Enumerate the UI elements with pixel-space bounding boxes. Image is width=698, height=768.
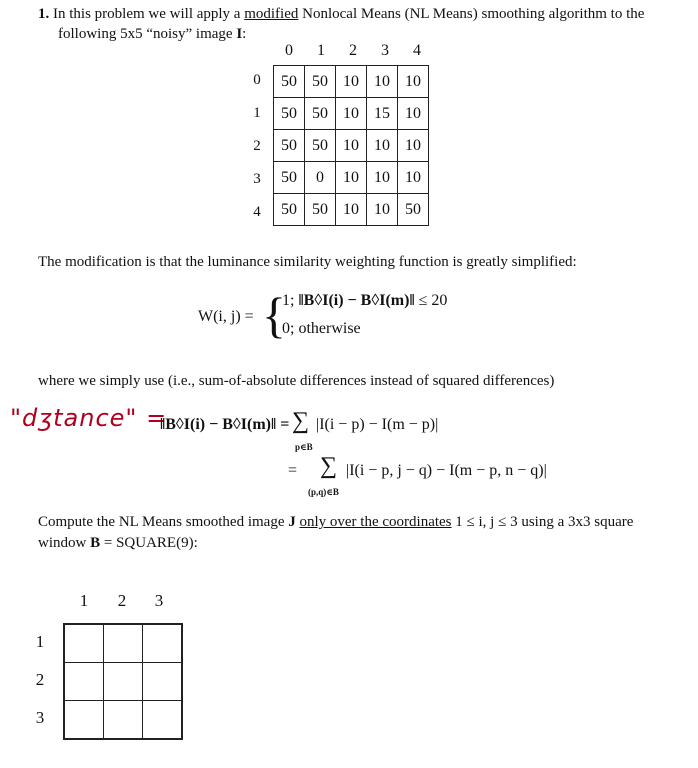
weight-fn-case2: 0; otherwise xyxy=(282,320,361,337)
j-row-header: 1 xyxy=(35,632,45,651)
weight-fn-case1: 1; ‖B◊I(i) − B◊I(m)‖ ≤ 20 xyxy=(282,292,448,309)
table-row xyxy=(64,701,182,740)
problem-intro-line1: 1. In this problem we will apply a modified Nonlocal Means (NL Means) smoothing algorithm to the xyxy=(38,6,645,22)
compute-line2: window B = SQUARE(9): xyxy=(38,535,198,551)
answer-cell[interactable] xyxy=(64,624,104,663)
grid-cell: 50 xyxy=(274,194,305,226)
i-col-header: 4 xyxy=(413,42,421,59)
grid-cell: 50 xyxy=(305,98,336,130)
answer-cell[interactable] xyxy=(143,663,183,701)
i-col-header: 0 xyxy=(285,42,293,59)
table-row xyxy=(274,66,429,98)
i-col-header: 1 xyxy=(317,42,325,59)
table-row xyxy=(274,130,429,162)
answer-cell[interactable] xyxy=(64,701,104,740)
table-row xyxy=(274,194,429,226)
grid-cell: 10 xyxy=(367,162,398,194)
distance-rhs2: |I(i − p, j − q) − I(m − p, n − q)| xyxy=(346,462,547,479)
distance-rhs1: |I(i − p) − I(m − p)| xyxy=(316,416,439,433)
i-col-header: 2 xyxy=(349,42,357,59)
image-j-answer-grid xyxy=(63,623,183,740)
i-row-header: 0 xyxy=(253,72,261,88)
j-col-header: 3 xyxy=(154,591,164,610)
j-row-header: 2 xyxy=(35,670,45,689)
grid-cell: 10 xyxy=(336,130,367,162)
handwritten-distance-annotation: "dʒtance" = xyxy=(10,404,168,432)
grid-cell: 10 xyxy=(336,98,367,130)
j-row-header: 3 xyxy=(35,708,45,727)
grid-cell: 50 xyxy=(305,130,336,162)
i-row-header: 1 xyxy=(253,105,261,121)
sum2-subscript: (p,q)∈B xyxy=(308,487,339,497)
answer-cell[interactable] xyxy=(104,624,143,663)
grid-cell: 10 xyxy=(398,66,429,98)
grid-cell: 50 xyxy=(274,66,305,98)
weight-fn-lhs: W(i, j) = xyxy=(198,308,254,325)
modification-text: The modification is that the luminance similarity weighting function is greatly simplified: xyxy=(38,254,577,270)
problem-number: 1. xyxy=(38,6,50,22)
image-i-grid xyxy=(273,65,429,226)
i-row-header: 2 xyxy=(253,138,261,154)
modified-word: modified xyxy=(244,6,299,22)
left-brace-icon: { xyxy=(262,287,286,343)
answer-cell[interactable] xyxy=(64,663,104,701)
answer-cell[interactable] xyxy=(143,701,183,740)
grid-cell: 50 xyxy=(305,66,336,98)
distance-eq2: = xyxy=(288,462,298,479)
sum-icon: ∑ xyxy=(320,453,338,479)
compute-line1: Compute the NL Means smoothed image J only over the coordinates 1 ≤ i, j ≤ 3 using a 3x3 square xyxy=(38,514,634,530)
table-row xyxy=(64,663,182,701)
table-row xyxy=(274,98,429,130)
grid-cell: 15 xyxy=(367,98,398,130)
table-row xyxy=(64,624,182,663)
grid-cell: 50 xyxy=(274,162,305,194)
grid-cell: 10 xyxy=(367,194,398,226)
grid-cell: 10 xyxy=(398,162,429,194)
grid-cell: 10 xyxy=(336,66,367,98)
grid-cell: 10 xyxy=(336,194,367,226)
sum-icon: ∑ xyxy=(292,408,310,434)
j-col-header: 2 xyxy=(117,591,127,610)
grid-cell: 10 xyxy=(367,130,398,162)
grid-cell: 10 xyxy=(336,162,367,194)
grid-cell: 50 xyxy=(274,98,305,130)
problem-intro-line2: following 5x5 “noisy” image I: xyxy=(58,26,247,42)
answer-cell[interactable] xyxy=(104,701,143,740)
i-row-header: 4 xyxy=(253,204,261,220)
distance-lhs: ‖B◊I(i) − B◊I(m)‖ = xyxy=(160,416,290,433)
grid-cell: 50 xyxy=(274,130,305,162)
grid-cell: 50 xyxy=(398,194,429,226)
grid-cell: 10 xyxy=(398,130,429,162)
grid-cell: 0 xyxy=(305,162,336,194)
where-text: where we simply use (i.e., sum-of-absolute differences instead of squared differences) xyxy=(38,373,555,389)
j-col-header: 1 xyxy=(79,591,89,610)
i-row-header: 3 xyxy=(253,171,261,187)
grid-cell: 50 xyxy=(305,194,336,226)
grid-cell: 10 xyxy=(398,98,429,130)
i-col-header: 3 xyxy=(381,42,389,59)
answer-cell[interactable] xyxy=(104,663,143,701)
sum1-subscript: p∈B xyxy=(295,442,313,452)
table-row xyxy=(274,162,429,194)
answer-cell[interactable] xyxy=(143,624,183,663)
grid-cell: 10 xyxy=(367,66,398,98)
